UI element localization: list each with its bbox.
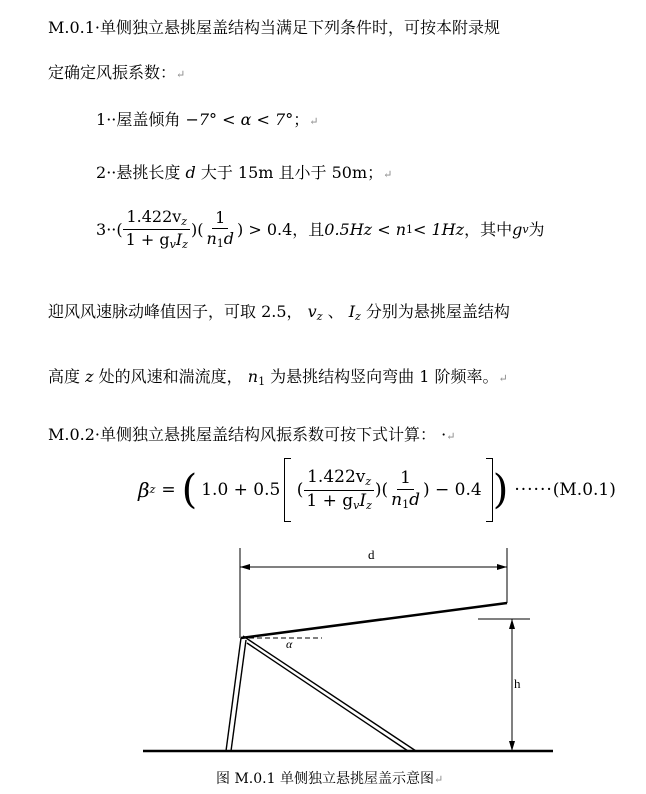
arrow-h-top bbox=[509, 619, 515, 629]
paragraph-line-1: 迎风风速脉动峰值因子，可取 2.5， $v_z$ 、 $I_z$ 分别为悬挑屋盖结构 bbox=[48, 302, 510, 323]
n1-symbol: n bbox=[247, 367, 259, 386]
clause-m01-text1: 单侧独立悬挑屋盖结构当满足下列条件时，可按本附录规 bbox=[100, 18, 501, 37]
label-alpha: α bbox=[286, 637, 293, 651]
clause-m02-number: M.0.2 bbox=[48, 425, 95, 444]
clause-m02: M.0.2·单侧独立悬挑屋盖结构风振系数可按下式计算： ·↵ bbox=[48, 425, 456, 444]
clause-m01-text2: 定确定风振系数： bbox=[48, 63, 177, 82]
condition-2-var: d bbox=[185, 163, 196, 182]
label-d: d bbox=[368, 547, 375, 562]
vz-symbol: v bbox=[307, 302, 317, 321]
clause-m01-number: M.0.1 bbox=[48, 18, 95, 37]
condition-2-text: 悬挑长度 bbox=[116, 163, 181, 182]
condition-1-tail: ； bbox=[293, 110, 310, 129]
condition-2: 2··悬挑长度 d 大于 15m 且小于 50m；↵ bbox=[96, 163, 393, 182]
arrow-h-bottom bbox=[509, 741, 515, 751]
label-h: h bbox=[514, 676, 521, 691]
paragraph-mark: ↵ bbox=[498, 372, 508, 385]
condition-3: 3 ··( $\frac{1.422v_z}{1 + g_vI_z}$ )( $\frac{1}{n_1d}$ ) > 0.4 ，且 0.5Hz < n 1 < 1Hz ，其中 g v 为 bbox=[96, 207, 545, 252]
condition-1: 1··屋盖倾角 −7° < α < 7°；↵ bbox=[96, 110, 319, 129]
condition-3-number: 3 bbox=[96, 220, 107, 239]
brace-lower bbox=[247, 643, 408, 751]
brace-upper bbox=[243, 636, 416, 751]
formula-fraction-1: $\frac{1.422v_z}{1 + g_vI_z}$ bbox=[303, 468, 374, 511]
arrow-d-right bbox=[497, 564, 507, 570]
condition-1-formula: −7° < α < 7° bbox=[185, 110, 294, 129]
condition-3-mid: ，且 bbox=[292, 220, 325, 239]
formula-fraction-2: $\frac{1}{n_1d}$ bbox=[391, 468, 420, 511]
paragraph-mark: ↵ bbox=[309, 115, 319, 128]
condition-3-fraction-1: $\frac{1.422v_z}{1 + g_vI_z}$ bbox=[123, 208, 191, 251]
clause-m02-text: 单侧独立悬挑屋盖结构风振系数可按下式计算： bbox=[100, 425, 437, 444]
formula-label: (M.0.1) bbox=[552, 479, 616, 500]
paragraph-mark: ↵ bbox=[383, 168, 393, 181]
iz-symbol: I bbox=[348, 302, 356, 321]
condition-3-compare: > 0.4 bbox=[248, 220, 293, 239]
condition-3-tail: ，其中 bbox=[464, 220, 513, 239]
gv-symbol: g bbox=[512, 220, 523, 239]
figure-caption: 图 M.0.1 单侧独立悬挑屋盖示意图↵ bbox=[216, 771, 444, 787]
clause-m01-line1: M.0.1·单侧独立悬挑屋盖结构当满足下列条件时，可按本附录规 bbox=[48, 18, 501, 37]
condition-2-tail: 大于 15m 且小于 50m； bbox=[200, 163, 384, 182]
paragraph-line-2: 高度 z 处的风速和湍流度， $n_1$ 为悬挑结构竖向弯曲 1 阶频率。↵ bbox=[48, 367, 508, 388]
arrow-d-left bbox=[240, 564, 250, 570]
condition-2-number: 2 bbox=[96, 163, 107, 182]
formula-m01: β z = ( 1.0 + 0.5 ( $\frac{1.422v_z}{1 + g_vI_z}$ )( $\frac{1}{n_1d}$ ) − 0.4 ) ······ (M.0.1) bbox=[138, 458, 616, 522]
z-symbol: z bbox=[85, 367, 94, 386]
condition-1-text: 屋盖倾角 bbox=[116, 110, 181, 129]
paragraph-mark: ↵ bbox=[176, 68, 186, 81]
roof-beam bbox=[241, 603, 507, 638]
condition-3-fraction-2: $\frac{1}{n_1d}$ bbox=[206, 208, 234, 250]
condition-1-number: 1 bbox=[96, 110, 107, 129]
beta-symbol: β bbox=[138, 478, 150, 502]
paragraph-mark: ↵ bbox=[433, 773, 444, 786]
condition-3-freq: 0.5Hz < n bbox=[324, 220, 406, 239]
paragraph-mark: ↵ bbox=[446, 430, 456, 443]
